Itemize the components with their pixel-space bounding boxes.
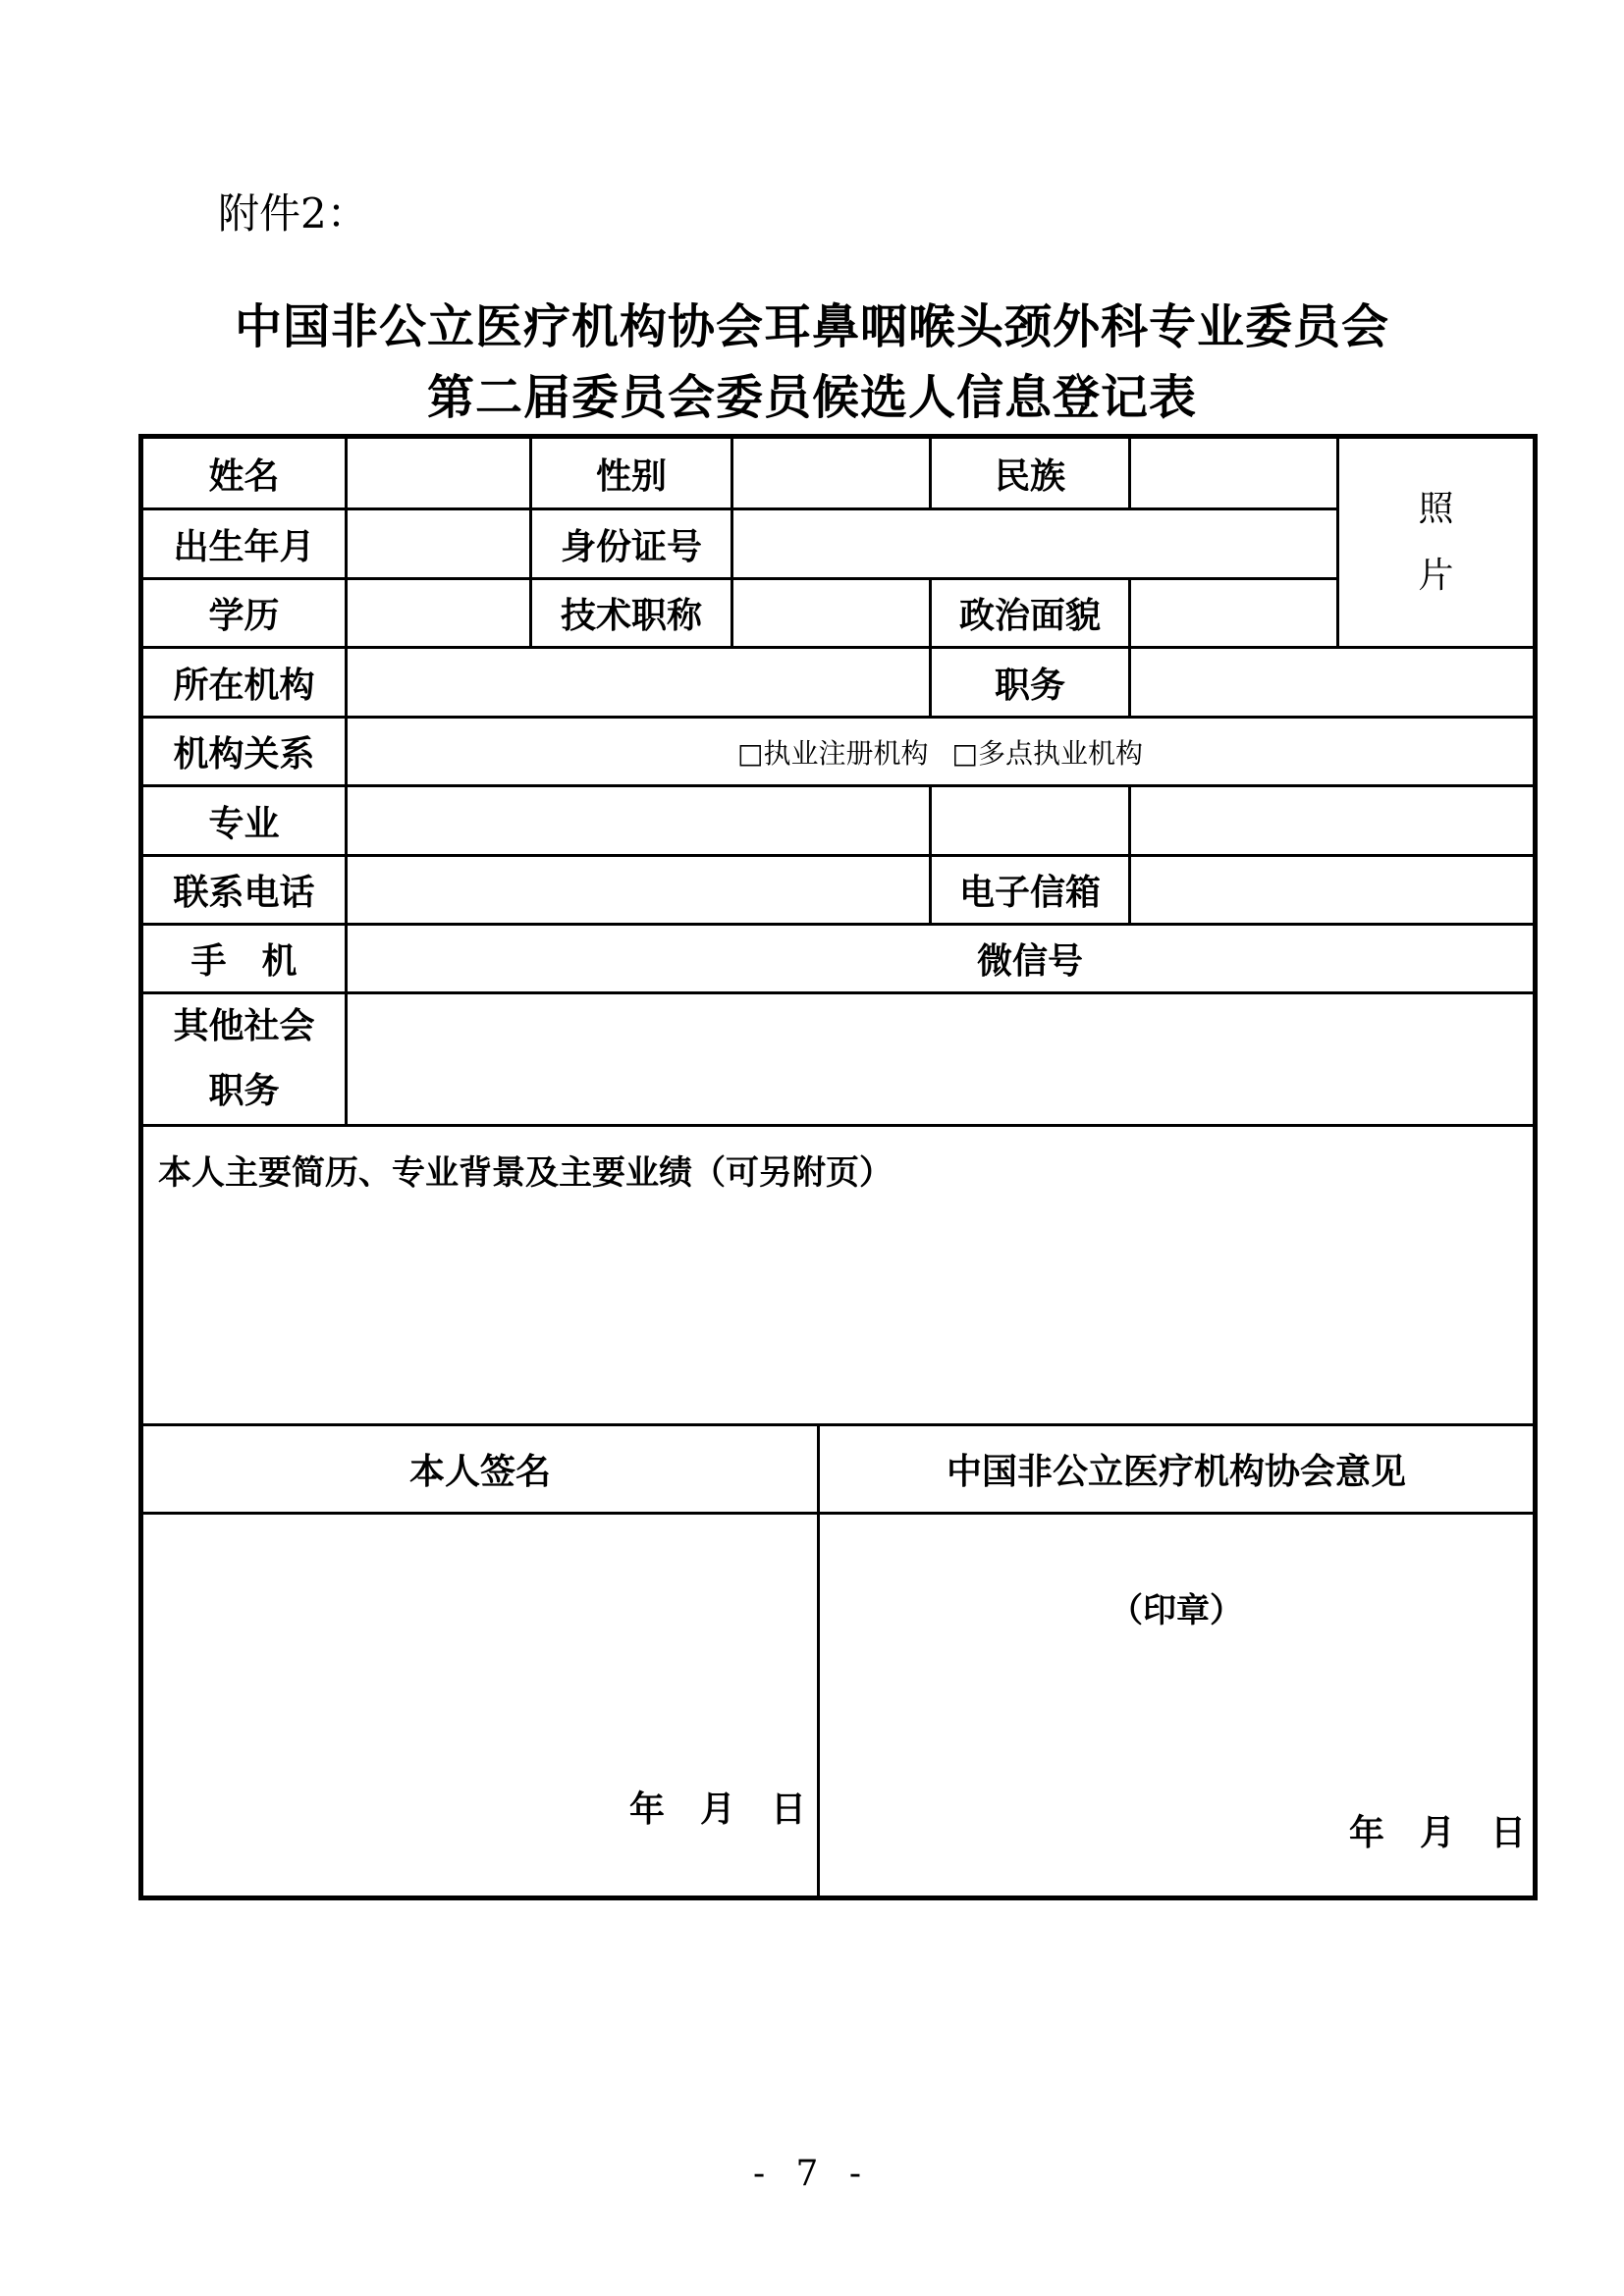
photo-label-bottom: 片 [1418, 555, 1454, 596]
attachment-label: 附件2： [218, 189, 368, 238]
education-field[interactable] [348, 580, 529, 646]
professional-title-label: 技术职称 [560, 596, 702, 636]
resume-section-label: 本人主要简历、专业背景及主要业绩（可另附页） [158, 1153, 893, 1193]
name-field[interactable] [348, 439, 529, 507]
other-social-duties-label-line1: 其他社会 [173, 1006, 315, 1046]
institution-label: 所在机构 [173, 665, 315, 706]
mobile-label: 手 机 [190, 941, 298, 982]
email-field[interactable] [1131, 857, 1533, 923]
signature-header: 本人签名 [408, 1452, 551, 1492]
signature-date: 年 月 日 [629, 1789, 807, 1830]
ethnicity-field[interactable] [1131, 439, 1336, 507]
row-divider [143, 1124, 1533, 1127]
registration-form-table [138, 434, 1538, 1900]
phone-label: 联系电话 [173, 873, 315, 913]
gender-field[interactable] [733, 439, 929, 507]
institution-relation-label: 机构关系 [173, 734, 315, 774]
wechat-label: 微信号 [976, 941, 1083, 982]
gender-label: 性别 [595, 455, 667, 497]
education-label: 学历 [208, 596, 280, 636]
other-social-duties-field[interactable] [348, 994, 1533, 1124]
photo-label-top: 照 [1418, 488, 1454, 529]
id-number-label: 身份证号 [560, 526, 702, 567]
ethnicity-label: 民族 [994, 455, 1065, 497]
document-title-line-1: 中国非公立医疗机构协会耳鼻咽喉头颈外科专业委员会 [234, 299, 1389, 354]
id-number-field[interactable] [733, 510, 1336, 577]
professional-title-field[interactable] [733, 580, 929, 646]
birth-label: 出生年月 [173, 526, 315, 567]
institution-relation-options [348, 719, 1533, 784]
mobile-field[interactable] [348, 926, 929, 991]
signature-field[interactable] [143, 1515, 817, 1809]
name-label: 姓名 [208, 455, 280, 497]
other-social-duties-label [143, 994, 345, 1124]
page-number: - 7 - [752, 2154, 872, 2194]
specialty-field[interactable] [348, 787, 1533, 854]
specialty-label: 专业 [208, 803, 280, 844]
seal-label: （印章） [1110, 1590, 1243, 1630]
resume-field[interactable] [143, 1195, 1533, 1423]
other-social-duties-label-line2: 职务 [208, 1071, 280, 1111]
document-title-line-2: 第二届委员会委员候选人信息登记表 [426, 370, 1197, 425]
political-status-label: 政治面貌 [958, 596, 1101, 636]
position-label: 职务 [994, 665, 1065, 706]
registered-institution-checkbox[interactable]: □执业注册机构 [737, 736, 929, 770]
phone-field[interactable] [348, 857, 929, 923]
association-date: 年 月 日 [1349, 1812, 1527, 1853]
wechat-field[interactable] [1131, 926, 1533, 991]
multi-site-institution-checkbox[interactable]: □多点执业机构 [951, 736, 1143, 770]
email-label: 电子信箱 [958, 873, 1101, 913]
institution-field[interactable] [348, 649, 929, 716]
political-status-field[interactable] [1131, 580, 1336, 646]
position-field[interactable] [1131, 649, 1533, 716]
photo-box[interactable] [1339, 439, 1533, 646]
association-opinion-header: 中国非公立医疗机构协会意见 [946, 1452, 1406, 1492]
birth-field[interactable] [348, 510, 529, 577]
